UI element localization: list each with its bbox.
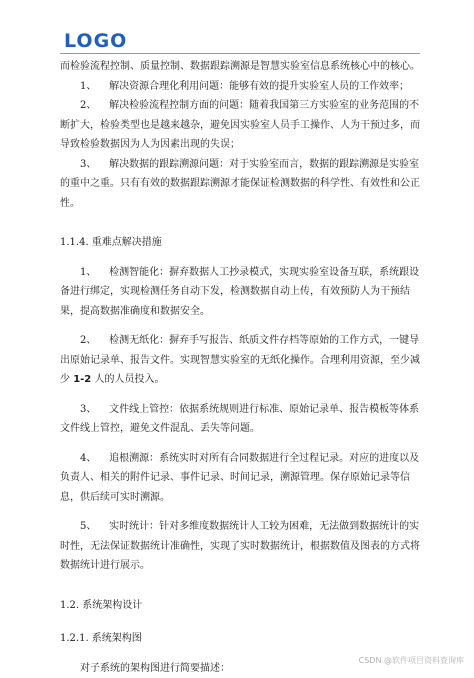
- measure-number: 5、: [80, 521, 96, 532]
- measure-text: 追根溯源：系统实时对所有合同数据进行全过程记录。对应的进度以及负责人、相关的附件记录、事件记录、时间记录，溯源管理。保存原始记录等信息，供后续可实时溯源。: [60, 453, 419, 503]
- measure-number: 1、: [80, 267, 96, 278]
- header-divider: [60, 53, 420, 54]
- measure-bold-count: 1-2: [73, 374, 91, 385]
- problem-number: 2、: [80, 100, 96, 111]
- section-heading-1-2-1: 1.2.1. 系统架构图: [60, 629, 420, 649]
- problem-item-3: [60, 155, 420, 214]
- section-heading-1-2: 1.2. 系统架构设计: [60, 596, 420, 616]
- intro-paragraph: 而检验流程控制、质量控制、数据跟踪溯源是智慧实验室信息系统核心中的核心。: [60, 57, 420, 77]
- measure-number: 3、: [80, 404, 96, 415]
- problem-item-1: [60, 77, 420, 97]
- measure-text: 检测智能化：摒弃数据人工抄录模式，实现实验室设备互联，系统跟设备进行绑定，实现检测任务自动下发，检测数据自动上传，有效预防人为干预结果，提高数据准确度和数据安全。: [60, 267, 419, 317]
- measure-text: 实时统计：针对多维度数据统计人工较为困难，无法做到数据统计的实时性，无法保证数据统计准确性，实现了实时数据统计，根据数值及图表的方式将数据统计进行展示。: [60, 521, 420, 571]
- measure-item-5: [60, 517, 420, 576]
- measure-text: 检测无纸化：摒弃手写报告、纸质文件存档等原始的工作方式，一键导出原始记录单、报告文件。实现智慧实验室的无纸化操作。合理利用资源，至少减少: [60, 335, 420, 385]
- problem-item-2: [60, 96, 420, 155]
- measure-item-4: [60, 449, 420, 508]
- logo: LOGO: [64, 30, 127, 52]
- closing-paragraph: 对子系统的架构图进行简要描述：: [60, 659, 420, 678]
- problem-text: 解决检验流程控制方面的问题：随着我国第三方实验室的业务范围的不断扩大，检验类型也是越来越杂，避免因实验室人员手工操作、人为干预过多，而导致检验数据因为人为因素出现的失误；: [60, 100, 420, 150]
- measure-item-1: [60, 263, 420, 322]
- problem-text: 解决数据的跟踪溯源问题：对于实验室而言，数据的跟踪溯源是实验室的重中之重。只有有效的数据跟踪溯源才能保证检测数据的科学性、有效性和公正性。: [60, 159, 420, 209]
- measure-item-2: [60, 331, 420, 390]
- problem-text: 解决资源合理化利用问题：能够有效的提升实验室人员的工作效率；: [109, 81, 409, 92]
- measure-text: 文件线上管控：依据系统规则进行标准、原始记录单、报告模板等体系文件线上管控，避免文件混乱、丢失等问题。: [60, 404, 419, 435]
- document-body: [60, 57, 420, 678]
- measure-item-3: [60, 400, 420, 439]
- section-heading-1-1-4: 1.1.4. 重难点解决措施: [60, 233, 420, 253]
- measure-text-end: 人的人员投入。: [94, 374, 164, 385]
- watermark: CSDN @软件项目资料查询库: [359, 655, 464, 666]
- problem-number: 3、: [80, 159, 96, 170]
- measure-number: 4、: [80, 453, 96, 464]
- measure-number: 2、: [80, 335, 96, 346]
- problem-number: 1、: [80, 81, 96, 92]
